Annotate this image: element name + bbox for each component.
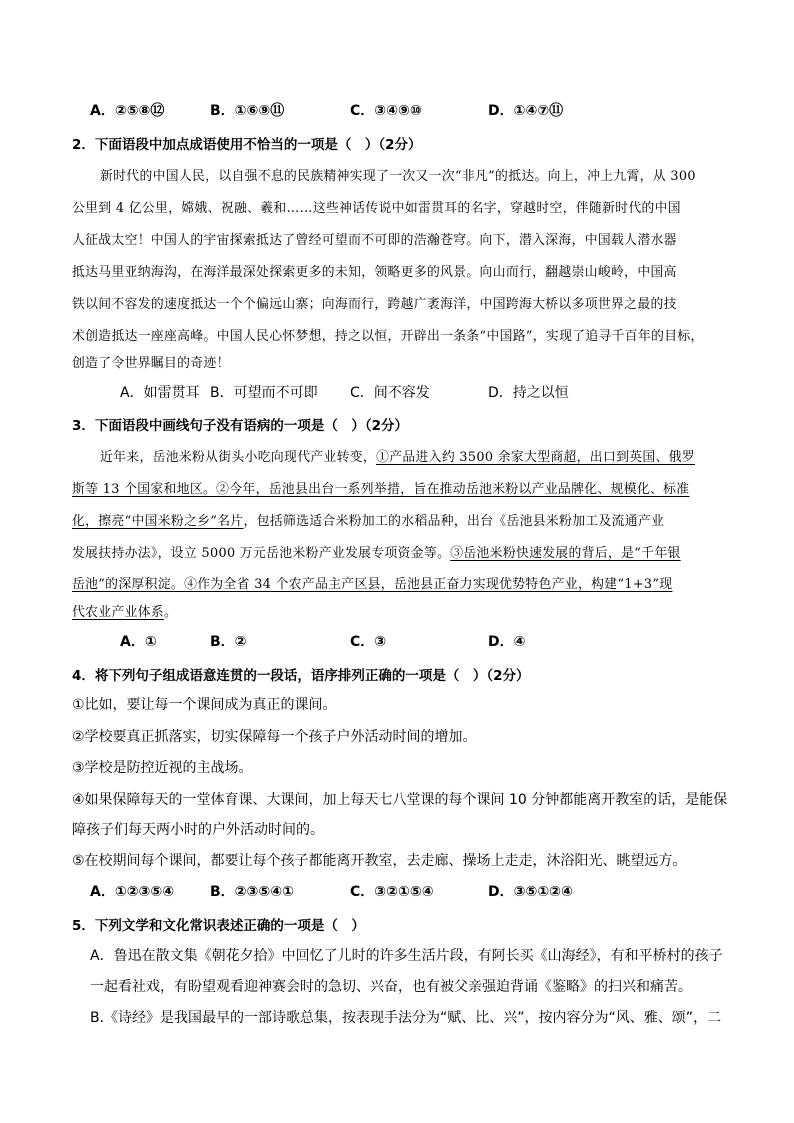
- q3-underlined-sentence-4: ④作为全省 34 个农产品主产区县，岳池县正奋力实现优势特色产业，构建“1+3”现: [184, 577, 673, 592]
- q3-passage-line: [72, 601, 722, 620]
- q5-option-a-cont: 一起看社戏，有盼望观看迎神赛会时的急切、兴奋，也有被父亲强迫背诵《鉴略》的扫兴和痛苦。: [90, 979, 692, 995]
- q2-passage-line: 铁以间不容发的速度抵达一个个偏远山寨；向海而行，跨越广袤海洋，中国跨海大桥以多项世界之最的技: [72, 297, 677, 312]
- q2-passage-line: 公里到 4 亿公里，嫦娥、祝融、羲和……这些神话传说中如雷贯耳的名字，穿越时空，伴随新时代的中国: [72, 201, 681, 216]
- q4-option-a: A．①②③⑤④: [90, 884, 175, 900]
- q3-option-d: D．④: [488, 634, 526, 650]
- q4-sentence-4-cont: 障孩子们每天两小时的户外活动时间的。: [72, 822, 324, 838]
- q3-option-a: A．①: [120, 634, 157, 650]
- q5-option-a: A．鲁迅在散文集《朝花夕拾》中回忆了儿时的许多生活片段，有阿长买《山海经》，有和平桥村的孩子: [90, 948, 723, 964]
- q3-underlined-sentence-1: ①产品进入约 3500 余家大型商超，出口到英国、俄罗: [376, 450, 695, 465]
- q3-text: 发展扶持办法》，设立 5000 万元岳池米粉产业发展专项资金等。: [72, 546, 451, 561]
- q2-passage-line: 创造了令世界瞩目的奇迹！: [72, 356, 230, 371]
- q3-underlined-sentence-3: 岳池”的深厚积淀。: [72, 577, 185, 592]
- q1-option-c: C．③④⑨⑩: [350, 103, 422, 119]
- q1-option-a: A．②⑤⑧⑫: [90, 103, 165, 119]
- q4-sentence-2: ②学校要真正抓落实，切实保障每一个孩子户外活动时间的增加。: [72, 729, 477, 745]
- q3-option-b: B．②: [210, 634, 247, 650]
- q4-stem: 4．将下列句子组成语意连贯的一段话，语序排列正确的一项是（ ）（2分）: [72, 668, 530, 684]
- q3-underlined-sentence-3: ③岳池米粉快速发展的背后，是“千年银: [450, 546, 681, 561]
- q4-sentence-1: ①比如，要让每一个课间成为真正的课间。: [72, 697, 337, 713]
- q4-option-b: B．②③⑤④①: [210, 884, 294, 900]
- q3-passage-line: [72, 478, 722, 497]
- q3-underlined-sentence-1: 斯等 13 个国家和地区。: [72, 482, 217, 497]
- q3-underlined-sentence-2: 化，擦亮“中国米粉之乡”名片: [72, 514, 244, 529]
- q3-stem: 3．下面语段中画线句子没有语病的一项是（ ）（2分）: [72, 418, 409, 434]
- q2-passage-line: 人征战太空！中国人的宇宙探索抵达了曾经可望而不可即的浩瀚苍穹。向下，潜入深海，中国载人潜水器: [72, 233, 677, 248]
- q4-sentence-3: ③学校是防控近视的主战场。: [72, 760, 253, 776]
- q4-option-d: D．③⑤①②④: [488, 884, 573, 900]
- q3-passage-line: [72, 573, 722, 592]
- q1-options: [0, 100, 794, 122]
- q2-option-a: A．如雷贯耳: [120, 385, 200, 401]
- q2-option-b: B．可望而不可即: [210, 385, 318, 401]
- q3-options: [0, 631, 794, 653]
- q5-option-b: B.《诗经》是我国最早的一部诗歌总集，按表现手法分为“赋、比、兴”，按内容分为“风、雅、颂”，二: [90, 1010, 722, 1026]
- q4-sentence-4: ④如果保障每天的一堂体育课、大课间，加上每天七八堂课的每个课间 10 分钟都能离开教室的话，是能保: [72, 792, 728, 808]
- q1-option-d: D．①④⑦⑪: [488, 103, 564, 119]
- q3-passage-line: [100, 446, 722, 465]
- q5-stem: 5．下列文学和文化常识表述正确的一项是（ ）: [72, 918, 365, 934]
- q2-options: [0, 382, 794, 404]
- q3-text: 。: [164, 605, 178, 620]
- q3-text: ，包括筛选适合米粉加工的水稻品种，出台《岳池县米粉加工及流通产业: [243, 514, 665, 529]
- q3-underlined-sentence-4: 代农业产业体系: [72, 605, 165, 620]
- q2-passage-line: 抵达马里亚纳海沟，在海洋最深处探索更多的未知，领略更多的风景。向山而行，翻越崇山峻岭，中国高: [72, 265, 677, 280]
- q3-passage-line: [72, 510, 722, 529]
- q4-option-c: C．③②①⑤④: [350, 884, 434, 900]
- q4-sentence-5: ⑤在校期间每个课间，都要让每个孩子都能离开教室，去走廊、操场上走走，沐浴阳光、眺望远方。: [72, 853, 687, 869]
- q3-text: 近年来，岳池米粉从街头小吃向现代产业转变，: [100, 450, 377, 465]
- q3-underlined-sentence-2: ②今年，岳池县出台一系列举措，旨在推动岳池米粉以产业品牌化、规模化、标准: [216, 482, 690, 497]
- q3-option-c: C．③: [350, 634, 387, 650]
- q4-options: [0, 881, 794, 903]
- q1-option-b: B．①⑥⑨⑪: [210, 103, 285, 119]
- q3-passage-line: [72, 542, 722, 561]
- q2-passage-line: 术创造抵达一座座高峰。中国人民心怀梦想，持之以恒，开辟出一条条“中国路”，实现了追寻千百年的目标，: [72, 329, 704, 344]
- q2-passage-line: 新时代的中国人民，以自强不息的民族精神实现了一次又一次“非凡”的抵达。向上，冲上九霄，从 300: [100, 169, 696, 184]
- q2-option-d: D．持之以恒: [488, 385, 569, 401]
- q2-option-c: C．间不容发: [350, 385, 430, 401]
- q2-stem: 2．下面语段中加点成语使用不恰当的一项是（ ）（2分）: [72, 137, 422, 153]
